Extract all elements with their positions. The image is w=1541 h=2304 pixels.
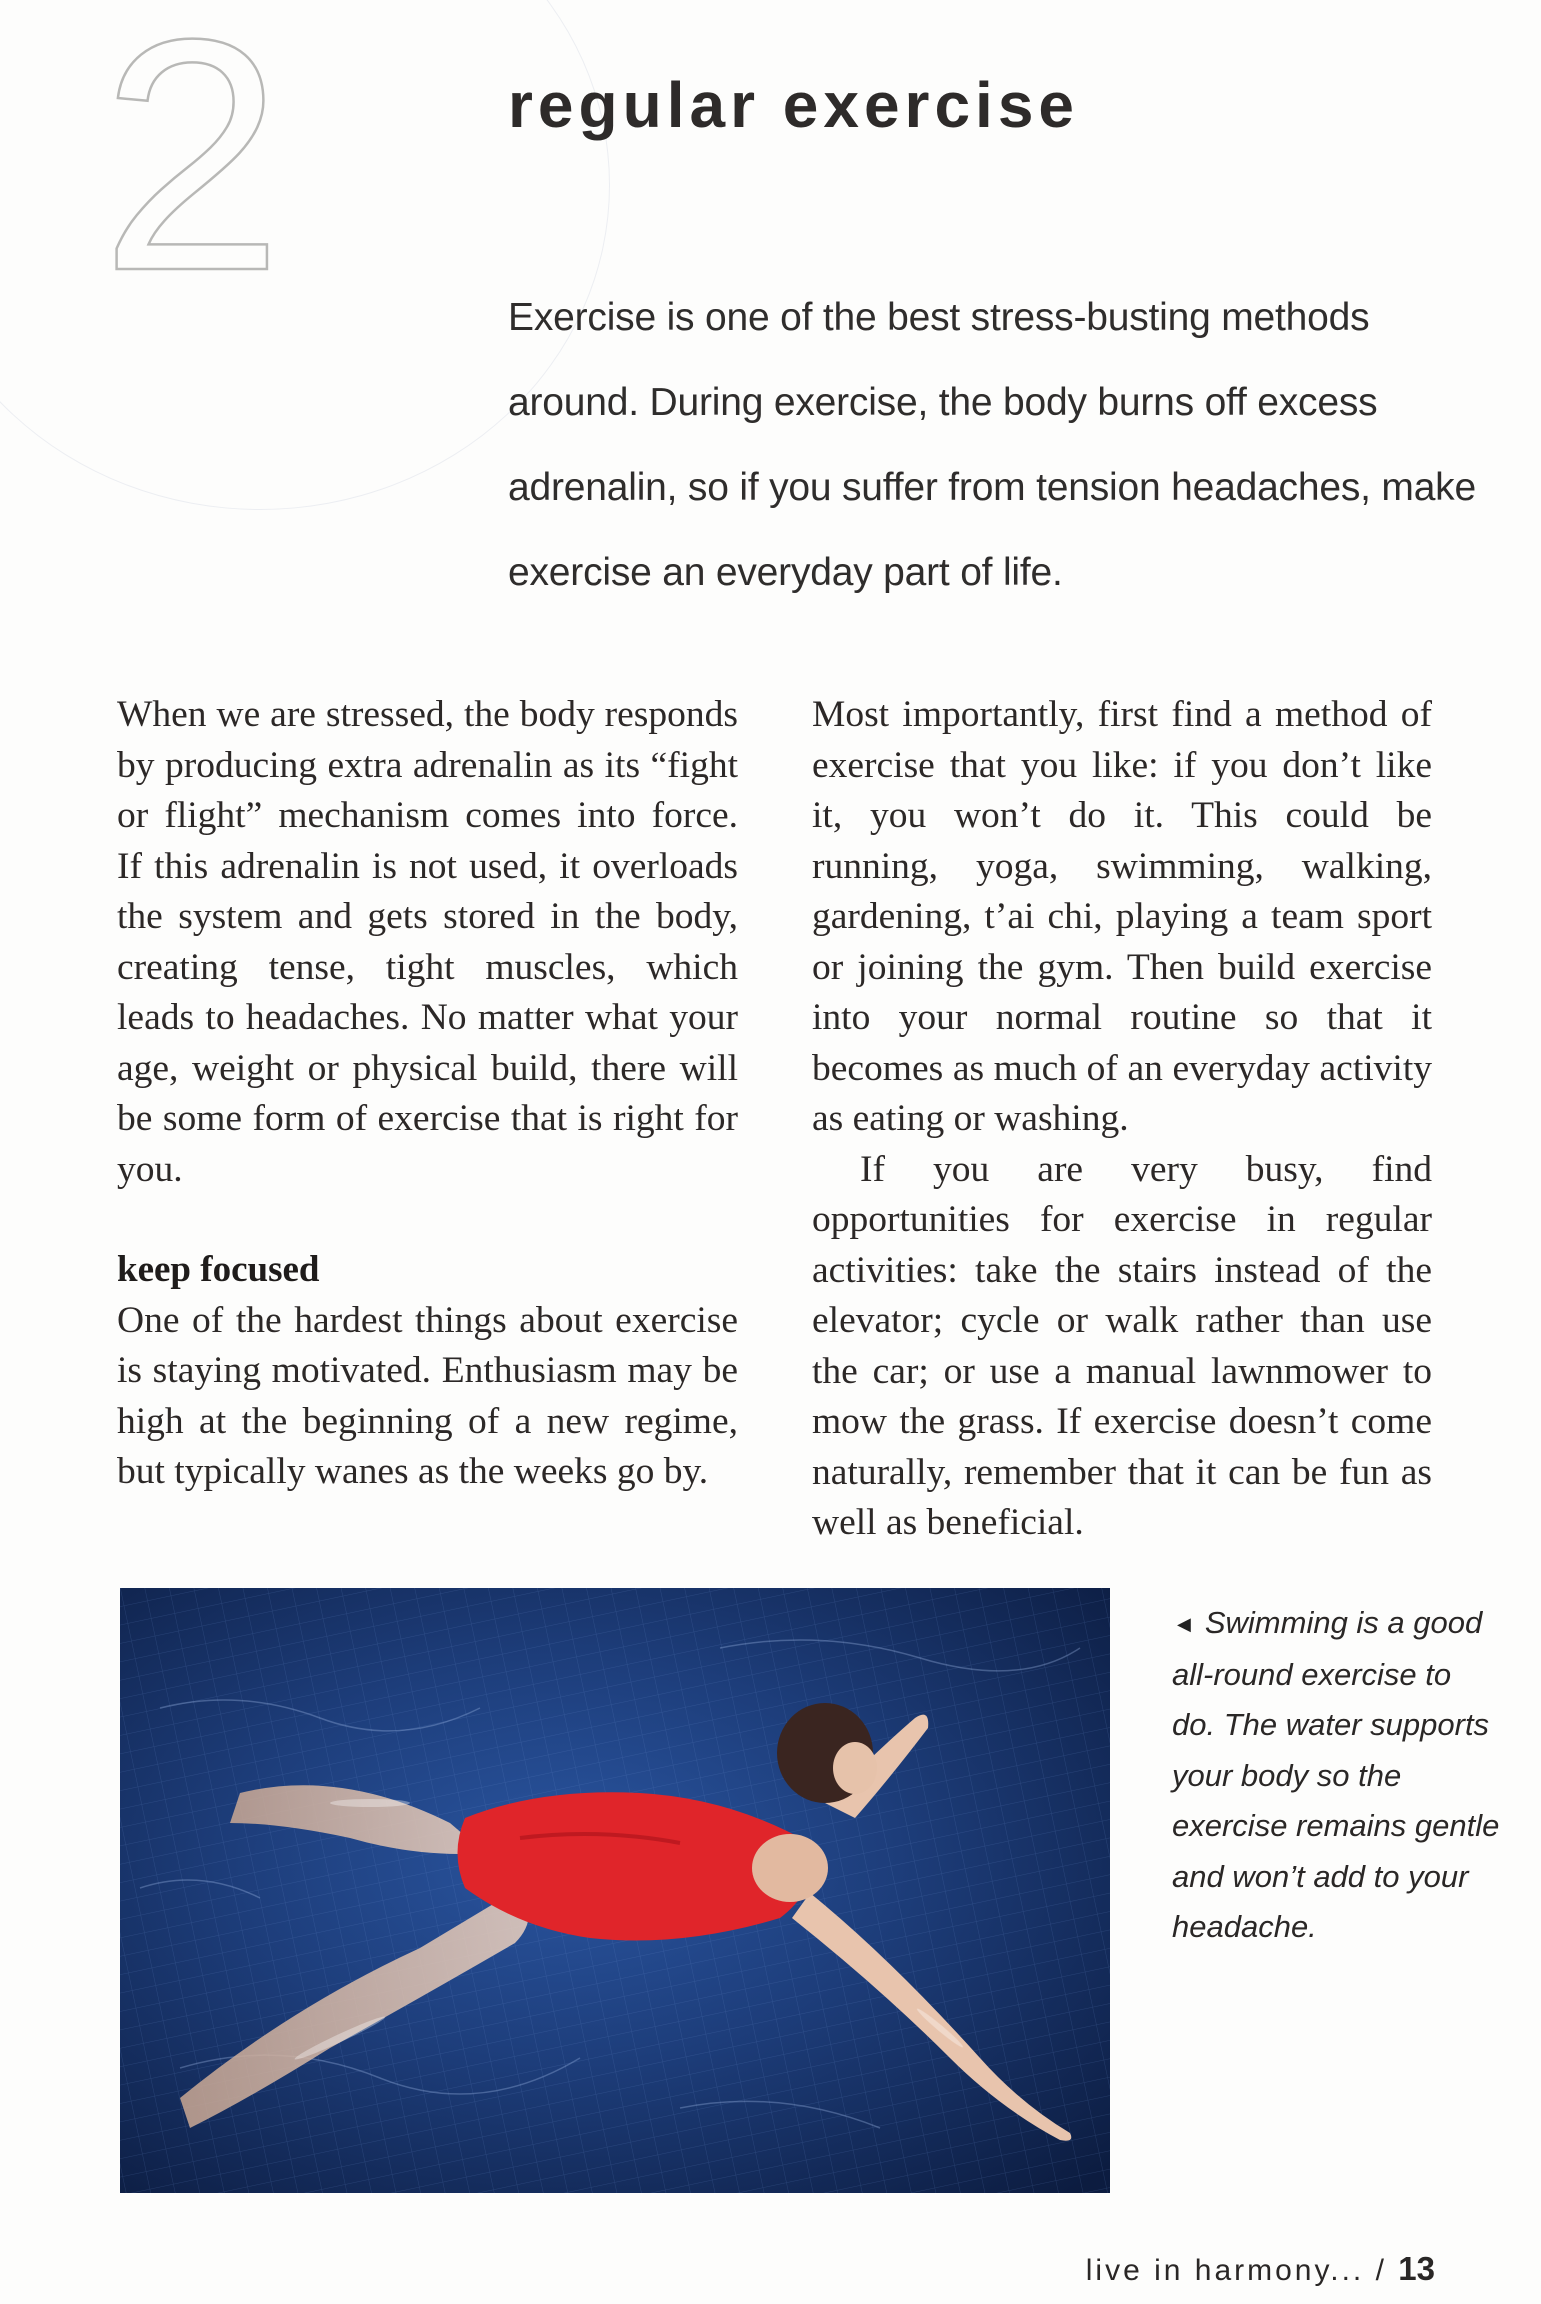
page-number: 13 [1398, 2250, 1435, 2287]
photo-caption [1172, 1598, 1502, 1953]
body-column-left [117, 690, 738, 1498]
body-paragraph: If you are very busy, find opportunities for exercise in regular activities: take the stairs instead of the elevator; cycle or walk rather than use the car; or use a manual lawnmower to mow the grass. If exercise doesn’t come naturally, remember that it can be fun as well as beneficial. [812, 1148, 1432, 1543]
chapter-title: regular exercise [508, 69, 1079, 141]
page-footer [1086, 2250, 1435, 2288]
body-paragraph: One of the hardest things about exercise is staying motivated. Enthusiasm may be high at the beginning of a new regime, but typically wanes as the weeks go by. [117, 1299, 738, 1492]
body-column-right [812, 690, 1432, 1549]
intro-paragraph: Exercise is one of the best stress-busting methods around. During exercise, the body burns off excess adrenalin, so if you suffer from tension headaches, make exercise an everyday part of life. [508, 296, 1476, 594]
subheading: keep focused [117, 1249, 320, 1290]
caption-text: Swimming is a good all-round exercise to do. The water supports your body so the exercise remains gentle and won’t add to your headache. [1172, 1605, 1500, 1944]
left-triangle-icon: ◀ [1177, 1614, 1191, 1634]
footer-section-label: live in harmony... / [1085, 2254, 1387, 2287]
body-paragraph: Most importantly, first find a method of exercise that you like: if you don’t like it, you won’t do it. This could be running, yoga, swimming, walking, gardening, t’ai chi, playing a team sport or joining the gym. Then build exercise into your normal routine so that it becomes as much of an everyday activity as eating or washing. [812, 694, 1432, 1139]
body-paragraph: When we are stressed, the body responds by producing extra adrenalin as its “fight or flight” mechanism comes into force. If this adrenalin is not used, it overloads the system and gets stored in the body, creating tense, tight muscles, which leads to headaches. No matter what your age, weight or physical build, there will be some form of exercise that is right for you. [117, 694, 738, 1190]
swimmer-photo [120, 1588, 1110, 2193]
chapter-number: 2 [100, 0, 284, 339]
